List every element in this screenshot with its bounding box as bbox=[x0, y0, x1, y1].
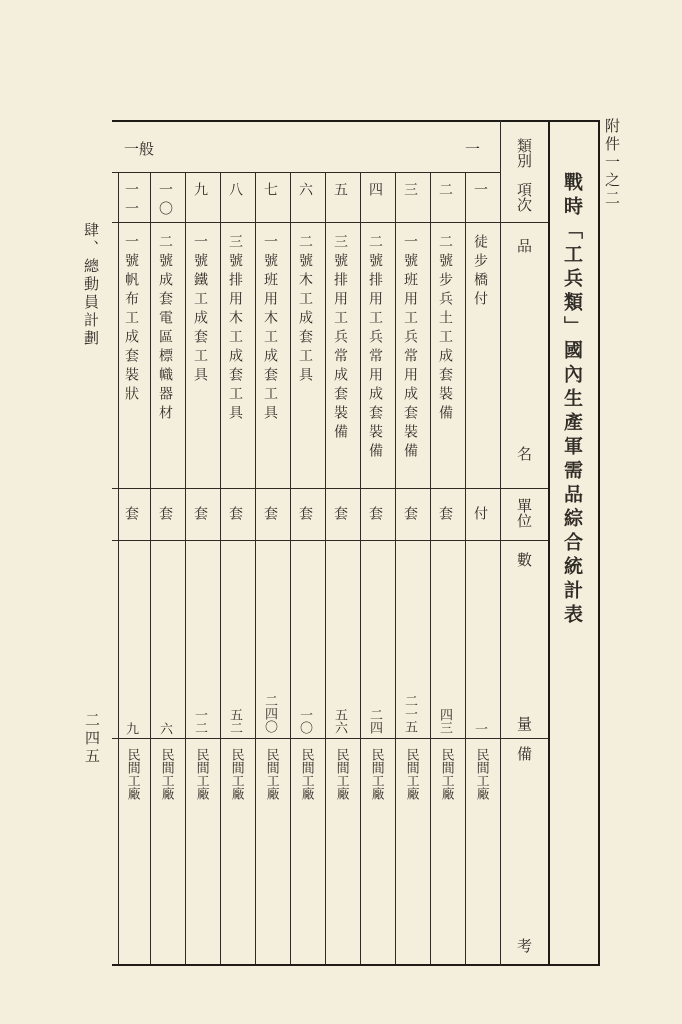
remarks-cell: 民間工廠 bbox=[263, 748, 279, 800]
unit-cell: 套 bbox=[123, 506, 139, 525]
remarks-header-second: 考 bbox=[515, 938, 533, 953]
unit-header: 單位 bbox=[515, 498, 533, 528]
page-number: 二四五 bbox=[83, 712, 101, 766]
unit-cell: 套 bbox=[157, 506, 173, 525]
quantity-cell: 四三 bbox=[437, 708, 452, 734]
unit-cell: 付 bbox=[472, 506, 488, 525]
col-line bbox=[395, 172, 396, 964]
quantity-cell: 五二 bbox=[227, 708, 242, 734]
item-name-cell: 一號班用木工成套工具 bbox=[262, 234, 278, 424]
item-no-cell: 八 bbox=[227, 182, 243, 201]
unit-cell: 套 bbox=[192, 506, 208, 525]
item-no-cell: 一 bbox=[472, 182, 488, 201]
table-bottom-rule bbox=[112, 964, 600, 966]
quantity-cell: 二四〇 bbox=[262, 694, 277, 733]
item-no-cell: 五 bbox=[332, 182, 348, 201]
item-name-cell: 三號排用木工成套工具 bbox=[227, 234, 243, 424]
col-line bbox=[360, 172, 361, 964]
item-name-cell: 二號成套電區標幟器材 bbox=[157, 234, 173, 424]
name-header-first: 品 bbox=[515, 238, 533, 253]
item-name-cell: 一號班用工兵常用成套裝備 bbox=[402, 234, 418, 462]
quantity-cell: 一二 bbox=[192, 708, 207, 734]
header-rule-unit-top bbox=[112, 488, 548, 489]
quantity-cell: 五六 bbox=[332, 708, 347, 734]
item-no-cell: 七 bbox=[262, 182, 278, 201]
unit-cell: 套 bbox=[367, 506, 383, 525]
unit-cell: 套 bbox=[437, 506, 453, 525]
item-no-cell: 九 bbox=[192, 182, 208, 201]
col-line bbox=[118, 172, 119, 964]
remarks-cell: 民間工廠 bbox=[158, 748, 174, 800]
unit-cell: 套 bbox=[402, 506, 418, 525]
col-line bbox=[290, 172, 291, 964]
category-row-rule bbox=[112, 172, 500, 173]
table-right-border bbox=[548, 120, 550, 966]
col-line bbox=[465, 172, 466, 964]
chapter-label: 肆、總動員計劃 bbox=[82, 222, 100, 348]
item-name-cell: 二號排用工兵常用成套裝備 bbox=[367, 234, 383, 462]
remarks-header-first: 備 bbox=[515, 746, 533, 761]
header-rule-unit-bottom bbox=[112, 540, 548, 541]
remarks-cell: 民間工廠 bbox=[333, 748, 349, 800]
page-title: 戰時「工兵類」國內生產軍需品綜合統計表 bbox=[561, 172, 583, 628]
unit-cell: 套 bbox=[227, 506, 243, 525]
name-header-second: 名 bbox=[515, 446, 533, 461]
item-no-header: 項次 bbox=[515, 182, 533, 212]
item-name-cell: 二號木工成套工具 bbox=[297, 234, 313, 386]
header-rule-remarks bbox=[112, 738, 548, 739]
remarks-cell: 民間工廠 bbox=[438, 748, 454, 800]
title-box-top bbox=[548, 120, 600, 122]
quantity-cell: 二一五 bbox=[402, 694, 417, 733]
item-no-cell: 一〇 bbox=[157, 182, 173, 220]
col-line bbox=[325, 172, 326, 964]
col-line bbox=[185, 172, 186, 964]
col-line bbox=[220, 172, 221, 964]
quantity-cell: 六 bbox=[157, 722, 172, 735]
quantity-cell: 一 bbox=[472, 722, 487, 735]
item-name-cell: 二號步兵土工成套裝備 bbox=[437, 234, 453, 424]
item-no-cell: 六 bbox=[297, 182, 313, 201]
table-top-rule bbox=[112, 120, 550, 122]
remarks-cell: 民間工廠 bbox=[193, 748, 209, 800]
remarks-cell: 民間工廠 bbox=[403, 748, 419, 800]
quantity-header-first: 數 bbox=[515, 552, 533, 567]
category-header: 類別 bbox=[515, 138, 533, 168]
col-line bbox=[430, 172, 431, 964]
item-name-cell: 徒步橋付 bbox=[472, 234, 488, 310]
quantity-cell: 一〇 bbox=[297, 708, 312, 734]
unit-cell: 套 bbox=[332, 506, 348, 525]
col-line bbox=[500, 120, 501, 966]
remarks-cell: 民間工廠 bbox=[298, 748, 314, 800]
col-line bbox=[150, 172, 151, 964]
remarks-cell: 民間工廠 bbox=[368, 748, 384, 800]
item-name-cell: 一號鐵工成套工具 bbox=[192, 234, 208, 386]
remarks-cell: 民間工廠 bbox=[473, 748, 489, 800]
annex-label: 附件一之二 bbox=[603, 118, 621, 208]
item-no-cell: 二 bbox=[437, 182, 453, 201]
item-no-cell: 四 bbox=[367, 182, 383, 201]
unit-cell: 套 bbox=[262, 506, 278, 525]
header-rule-itemno bbox=[112, 222, 548, 223]
item-name-cell: 三號排用工兵常成套裝備 bbox=[332, 234, 348, 443]
title-box-border bbox=[598, 120, 600, 966]
item-no-cell: 三 bbox=[402, 182, 418, 201]
item-name-cell: 一號帆布工成套裝狀 bbox=[123, 234, 139, 405]
quantity-cell: 二四 bbox=[367, 708, 382, 734]
category-value-mark: 一 bbox=[465, 140, 481, 158]
quantity-cell: 九 bbox=[123, 722, 138, 735]
unit-cell: 套 bbox=[297, 506, 313, 525]
category-value-general: 一般 bbox=[124, 140, 155, 158]
item-no-cell: 一一 bbox=[123, 182, 139, 220]
quantity-header-second: 量 bbox=[515, 716, 533, 731]
remarks-cell: 民間工廠 bbox=[124, 748, 140, 800]
remarks-cell: 民間工廠 bbox=[228, 748, 244, 800]
col-line bbox=[255, 172, 256, 964]
